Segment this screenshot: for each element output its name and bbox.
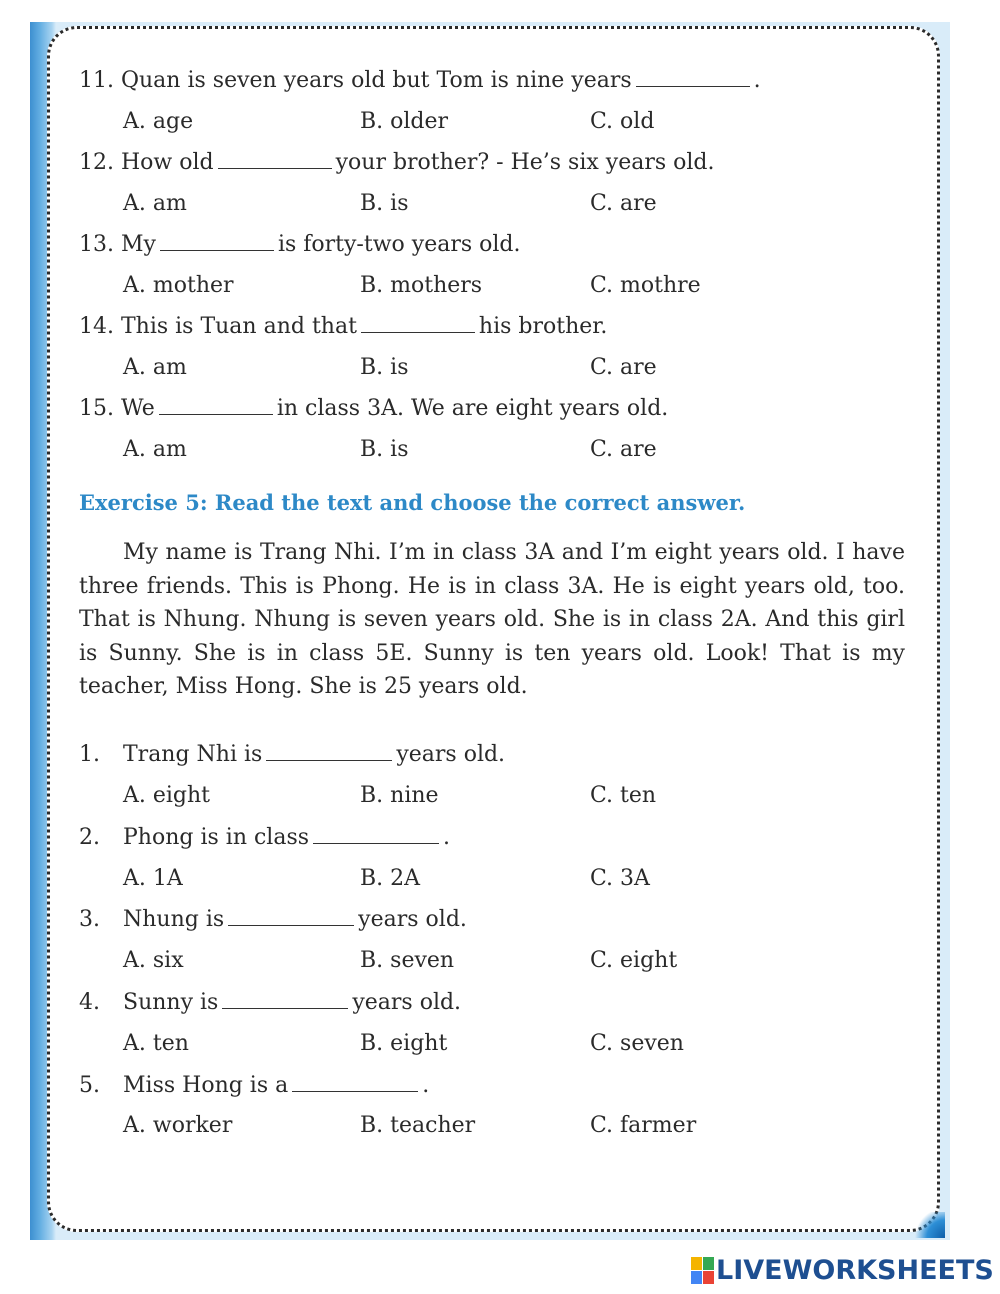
question-text: years old. (396, 742, 506, 767)
option-a[interactable]: A. 1A (123, 866, 183, 891)
logo-text: LIVEWORKSHEETS (716, 1254, 994, 1286)
answer-blank[interactable] (361, 314, 475, 333)
question-text: Trang Nhi is (123, 742, 263, 767)
question-11 (79, 68, 761, 93)
option-c[interactable]: C. old (590, 109, 655, 134)
question-text: 13. My (79, 232, 156, 257)
answer-blank[interactable] (636, 68, 750, 87)
option-a[interactable]: A. am (123, 355, 187, 380)
passage-text: My name is Trang Nhi. I’m in class 3A and I’m eight years old. I have three friends. This is Phong. He is in class 3A. He is eight years old, too. That is Nhung. Nhung is seven years old. She is in class 2A. And this girl is Sunny. She is in class 5E. Sunny is ten years old. Look! That is my teacher, Miss Hong. She is 25 years old. (79, 540, 905, 699)
answer-blank[interactable] (218, 150, 332, 169)
option-c[interactable]: C. are (590, 191, 657, 216)
question-number: 2. (79, 825, 100, 850)
question-text: Phong is in class (123, 825, 310, 850)
option-b[interactable]: B. nine (360, 783, 439, 808)
question-13 (79, 232, 521, 257)
option-c[interactable]: C. are (590, 355, 657, 380)
page-corner-decoration (905, 1212, 945, 1238)
question-text: 14. This is Tuan and that (79, 314, 357, 339)
option-c[interactable]: C. ten (590, 783, 657, 808)
option-b[interactable]: B. 2A (360, 866, 421, 891)
question-text: 11. Quan is seven years old but Tom is nine years (79, 68, 632, 93)
option-c[interactable]: C. are (590, 437, 657, 462)
answer-blank[interactable] (313, 825, 439, 844)
reading-passage (79, 536, 905, 704)
exercise-5-question-3 (79, 907, 467, 932)
option-c[interactable]: C. mothre (590, 273, 701, 298)
option-b[interactable]: B. older (360, 109, 449, 134)
question-text: years old. (358, 907, 467, 932)
option-b[interactable]: B. seven (360, 948, 455, 973)
option-a[interactable]: A. six (123, 948, 184, 973)
option-b[interactable]: B. eight (360, 1031, 448, 1056)
liveworksheets-logo[interactable] (691, 1254, 994, 1286)
question-text: his brother. (478, 314, 608, 339)
question-text: is forty-two years old. (277, 232, 521, 257)
option-c[interactable]: C. farmer (590, 1113, 697, 1138)
option-b[interactable]: B. is (360, 191, 409, 216)
option-b[interactable]: B. teacher (360, 1113, 476, 1138)
option-c[interactable]: C. eight (590, 948, 678, 973)
question-number: 3. (79, 907, 100, 932)
question-text: in class 3A. We are eight years old. (276, 396, 669, 421)
question-text: . (422, 1073, 430, 1098)
question-text: Nhung is (123, 907, 225, 932)
option-a[interactable]: A. mother (123, 273, 234, 298)
exercise-5-question-2 (79, 825, 450, 850)
option-a[interactable]: A. ten (123, 1031, 189, 1056)
exercise-5-question-5 (79, 1073, 429, 1098)
question-text: . (753, 68, 761, 93)
answer-blank[interactable] (292, 1073, 418, 1092)
question-number: 4. (79, 990, 100, 1015)
question-number: 5. (79, 1073, 100, 1098)
question-text: years old. (352, 990, 462, 1015)
option-b[interactable]: B. is (360, 355, 409, 380)
option-a[interactable]: A. eight (123, 783, 211, 808)
answer-blank[interactable] (222, 990, 348, 1009)
question-text: . (443, 825, 451, 850)
question-text: 12. How old (79, 150, 214, 175)
option-a[interactable]: A. am (123, 437, 187, 462)
question-text: your brother? - He’s six years old. (335, 150, 715, 175)
option-b[interactable]: B. mothers (360, 273, 483, 298)
option-a[interactable]: A. worker (123, 1113, 233, 1138)
option-a[interactable]: A. age (123, 109, 194, 134)
question-text: Miss Hong is a (123, 1073, 289, 1098)
answer-blank[interactable] (160, 232, 274, 251)
logo-icon (691, 1257, 713, 1283)
answer-blank[interactable] (228, 907, 354, 926)
option-c[interactable]: C. 3A (590, 866, 650, 891)
question-15 (79, 396, 668, 421)
exercise-5-question-4 (79, 990, 461, 1015)
question-12 (79, 150, 715, 175)
exercise-5-question-1 (79, 742, 505, 767)
option-b[interactable]: B. is (360, 437, 409, 462)
answer-blank[interactable] (266, 742, 392, 761)
question-number: 1. (79, 742, 100, 767)
question-text: Sunny is (123, 990, 219, 1015)
question-14 (79, 314, 607, 339)
option-a[interactable]: A. am (123, 191, 187, 216)
exercise-5-title: Exercise 5: Read the text and choose the correct answer. (79, 490, 746, 515)
option-c[interactable]: C. seven (590, 1031, 684, 1056)
answer-blank[interactable] (159, 396, 273, 415)
question-text: 15. We (79, 396, 155, 421)
